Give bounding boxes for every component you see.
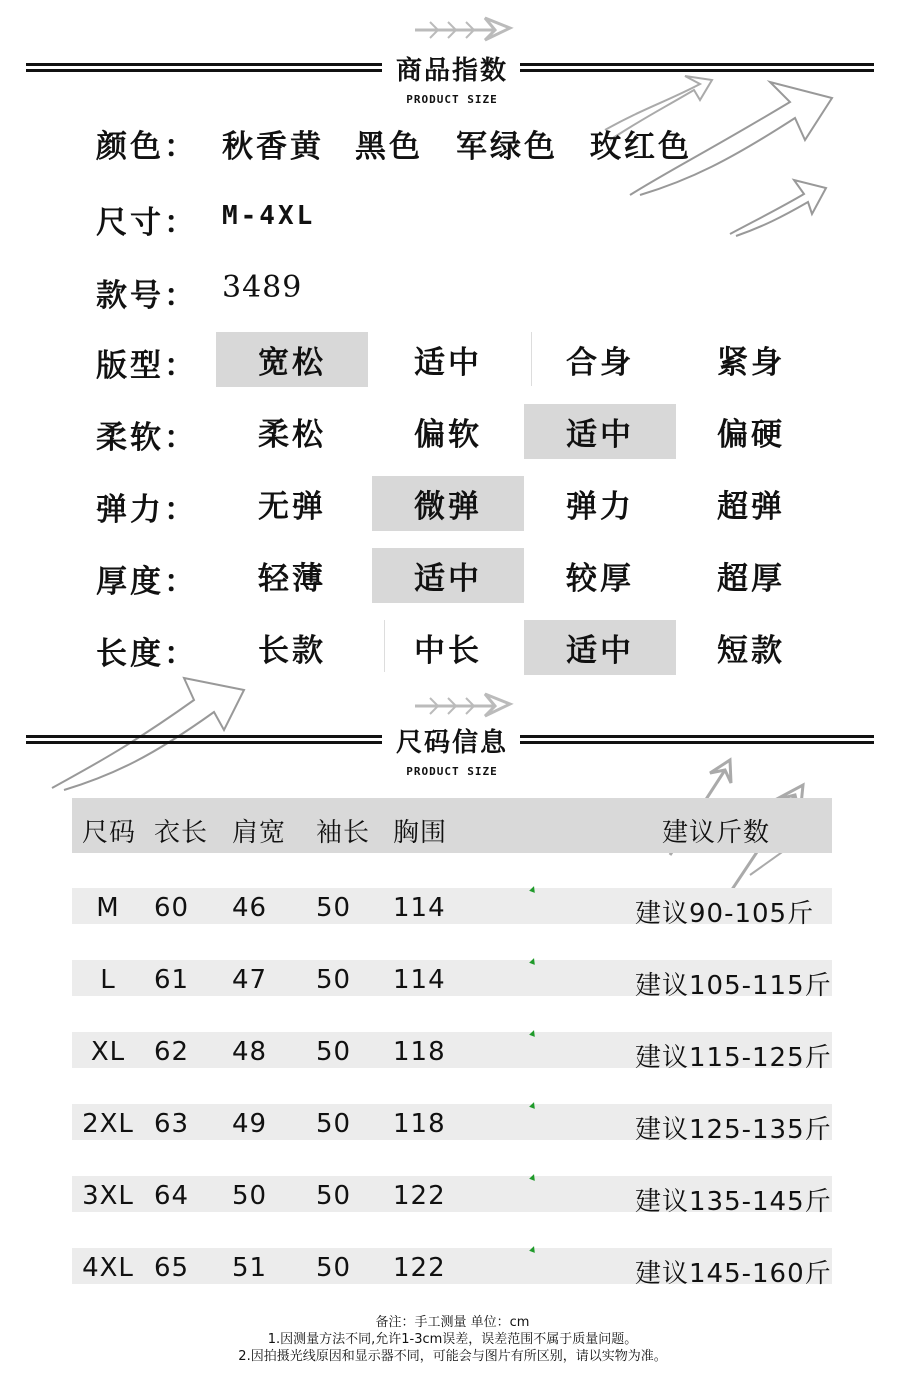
table-row bbox=[72, 888, 832, 929]
cell-chest: 122 bbox=[393, 1181, 446, 1211]
attribute-option: 无弹 bbox=[258, 489, 326, 525]
color-option-3: 军绿色 bbox=[456, 129, 558, 165]
cell-weight: 建议105-115斤 bbox=[635, 971, 832, 1001]
cell-shoulder: 47 bbox=[232, 965, 268, 995]
note-line-3: 2.因拍摄光线原因和显示器不同，可能会与图片有所区别，请以实物为准。 bbox=[238, 1349, 667, 1364]
cell-length: 64 bbox=[154, 1181, 190, 1211]
cell-chest: 114 bbox=[393, 893, 446, 923]
attribute-label: 弹力： bbox=[96, 492, 198, 528]
arrow-doodle-left-icon bbox=[44, 660, 254, 795]
section-subtitle-2: PRODUCT SIZE bbox=[406, 765, 498, 778]
section-divider-right-2 bbox=[520, 735, 874, 744]
cell-size: 4XL bbox=[82, 1253, 134, 1283]
cell-chest: 114 bbox=[393, 965, 446, 995]
cell-weight: 建议115-125斤 bbox=[635, 1043, 832, 1073]
cell-length: 62 bbox=[154, 1037, 190, 1067]
cell-shoulder: 48 bbox=[232, 1037, 268, 1067]
attribute-option: 轻薄 bbox=[258, 561, 326, 597]
arrow-doodle-right-small-icon bbox=[722, 172, 832, 238]
cell-sleeve: 50 bbox=[316, 1037, 352, 1067]
cell-sleeve: 50 bbox=[316, 893, 352, 923]
color-option-1: 秋香黄 bbox=[222, 129, 324, 165]
attribute-label: 厚度： bbox=[96, 564, 198, 600]
cell-length: 60 bbox=[154, 893, 190, 923]
cell-size: 3XL bbox=[82, 1181, 134, 1211]
color-option-4: 玫红色 bbox=[590, 129, 692, 165]
attribute-option: 中长 bbox=[414, 633, 482, 669]
cell-weight: 建议90-105斤 bbox=[635, 899, 815, 929]
header-weight: 建议斤数 bbox=[662, 818, 771, 848]
section-divider-left-2 bbox=[26, 735, 382, 744]
color-label: 颜色： bbox=[96, 129, 198, 165]
arrow-doodle-top-icon bbox=[410, 8, 520, 44]
green-tick-icon bbox=[529, 885, 537, 893]
cell-length: 61 bbox=[154, 965, 190, 995]
cell-chest: 118 bbox=[393, 1109, 446, 1139]
attribute-option: 超厚 bbox=[717, 561, 785, 597]
section-divider-right bbox=[520, 63, 874, 72]
attribute-option-selected: 适中 bbox=[524, 620, 676, 675]
cell-shoulder: 46 bbox=[232, 893, 268, 923]
cell-length: 63 bbox=[154, 1109, 190, 1139]
cell-length: 65 bbox=[154, 1253, 190, 1283]
header-length: 衣长 bbox=[154, 818, 209, 848]
note-line-2: 1.因测量方法不同,允许1-3cm误差，误差范围不属于质量问题。 bbox=[267, 1332, 638, 1347]
green-tick-icon bbox=[529, 1029, 537, 1037]
arrow-doodle-mid-icon bbox=[410, 688, 520, 724]
header-chest: 胸围 bbox=[393, 818, 448, 848]
green-tick-icon bbox=[529, 957, 537, 965]
section-title-size-info: 尺码信息 bbox=[395, 728, 508, 758]
attribute-option: 长款 bbox=[258, 633, 326, 669]
cell-shoulder: 49 bbox=[232, 1109, 268, 1139]
size-table-header bbox=[72, 798, 832, 853]
cell-size: M bbox=[96, 893, 120, 923]
cell-shoulder: 50 bbox=[232, 1181, 268, 1211]
section-title-product-index: 商品指数 bbox=[395, 56, 508, 86]
header-shoulder: 肩宽 bbox=[232, 818, 287, 848]
green-tick-icon bbox=[529, 1101, 537, 1109]
style-number: 3489 bbox=[222, 270, 303, 305]
color-option-2: 黑色 bbox=[355, 129, 423, 165]
table-row bbox=[72, 1176, 832, 1217]
header-size: 尺码 bbox=[82, 818, 137, 848]
cell-weight: 建议145-160斤 bbox=[635, 1259, 832, 1289]
green-tick-icon bbox=[529, 1245, 537, 1253]
attribute-label: 版型： bbox=[96, 348, 198, 384]
note-line-1: 备注：手工测量 单位：cm bbox=[375, 1315, 530, 1330]
cell-chest: 118 bbox=[393, 1037, 446, 1067]
cell-size: 2XL bbox=[82, 1109, 134, 1139]
cell-sleeve: 50 bbox=[316, 1181, 352, 1211]
cell-shoulder: 51 bbox=[232, 1253, 268, 1283]
attribute-option: 柔松 bbox=[258, 417, 326, 453]
attribute-option: 较厚 bbox=[566, 561, 634, 597]
section-subtitle: PRODUCT SIZE bbox=[406, 93, 498, 106]
grid-divider-a bbox=[531, 332, 532, 386]
attribute-option: 短款 bbox=[717, 633, 785, 669]
attribute-option: 偏软 bbox=[414, 417, 482, 453]
grid-divider-b bbox=[384, 620, 385, 672]
attribute-option: 合身 bbox=[566, 345, 634, 381]
cell-sleeve: 50 bbox=[316, 1253, 352, 1283]
table-row bbox=[72, 1104, 832, 1145]
attribute-option: 弹力 bbox=[566, 489, 634, 525]
attribute-label: 长度： bbox=[96, 636, 198, 672]
size-range: M-4XL bbox=[222, 201, 316, 231]
header-sleeve: 袖长 bbox=[316, 818, 371, 848]
cell-weight: 建议125-135斤 bbox=[635, 1115, 832, 1145]
cell-chest: 122 bbox=[393, 1253, 446, 1283]
cell-weight: 建议135-145斤 bbox=[635, 1187, 832, 1217]
attribute-option-selected: 宽松 bbox=[216, 332, 368, 387]
table-row bbox=[72, 1248, 832, 1289]
cell-size: XL bbox=[90, 1037, 126, 1067]
cell-sleeve: 50 bbox=[316, 965, 352, 995]
cell-size: L bbox=[100, 965, 116, 995]
attribute-option-selected: 适中 bbox=[372, 548, 524, 603]
attribute-option: 适中 bbox=[414, 345, 482, 381]
attribute-option: 偏硬 bbox=[717, 417, 785, 453]
attribute-option: 超弹 bbox=[717, 489, 785, 525]
green-tick-icon bbox=[529, 1173, 537, 1181]
attribute-option-selected: 适中 bbox=[524, 404, 676, 459]
attribute-label: 柔软： bbox=[96, 420, 198, 456]
table-row bbox=[72, 1032, 832, 1073]
size-label: 尺寸： bbox=[96, 205, 198, 241]
attribute-option: 紧身 bbox=[717, 345, 785, 381]
section-divider-left bbox=[26, 63, 382, 72]
attribute-option-selected: 微弹 bbox=[372, 476, 524, 531]
cell-sleeve: 50 bbox=[316, 1109, 352, 1139]
style-number-label: 款号： bbox=[96, 278, 198, 314]
table-row bbox=[72, 960, 832, 1001]
